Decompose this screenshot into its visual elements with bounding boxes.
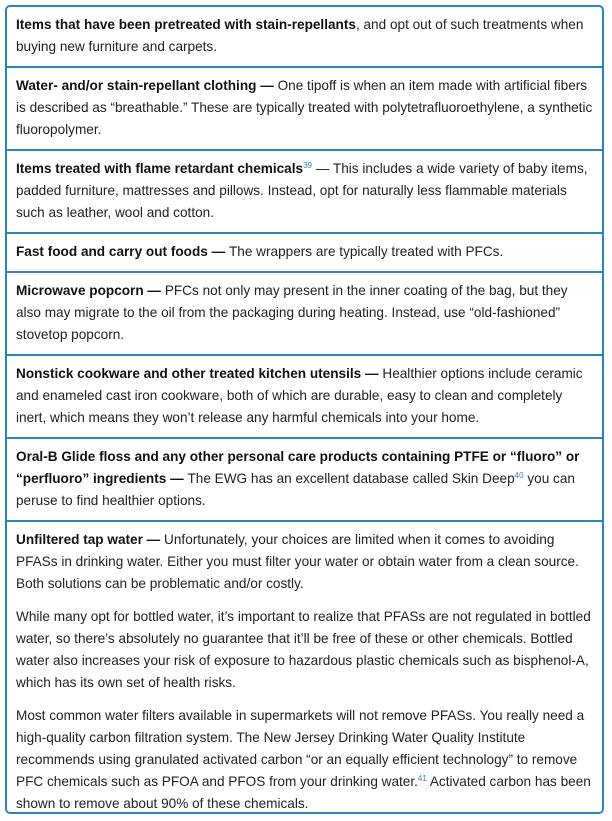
tip-stain-repellant-items <box>7 7 602 68</box>
tip-text: The wrappers are typically treated with PFCs. <box>228 244 504 259</box>
citation-link[interactable]: 41 <box>417 774 427 783</box>
tip-title: Microwave popcorn — <box>16 283 165 298</box>
tip-title: Nonstick cookware and other treated kitchen utensils — <box>16 366 383 381</box>
tip-text: One tipoff is when an item made with artificial fibers is described as “breathable.” These are typically treated with polytetrafluoroethylene, a synthetic fluoropolymer. <box>16 78 593 137</box>
tip-clothing <box>7 68 602 151</box>
tip-title: Items treated with flame retardant chemicals <box>16 161 304 176</box>
paragraph: While many opt for bottled water, it’s important to realize that PFASs are not regulated in bottled water, so there’s absolutely no guarantee that it’ll be free of these or other chemicals. Bottled water also increases your risk of exposure to hazardous plastic chemicals such as bisphenol-A, which has its own set of health risks. <box>16 609 591 690</box>
citation-link[interactable]: 40 <box>514 471 524 480</box>
tip-flame-retardant <box>7 151 602 234</box>
paragraph <box>16 705 593 814</box>
tip-text: Most common water filters available in supermarkets will not remove PFASs. You really need a high-quality carbon filtration system. The New Jersey Drinking Water Quality Institute recommends using granulated activated carbon “or an equally efficient technology” to remove PFC chemicals such as PFOA and PFOS from your drinking water. <box>16 708 585 789</box>
tip-floss <box>7 439 602 522</box>
tip-title: Water- and/or stain-repellant clothing — <box>16 78 278 93</box>
tip-text: , and opt out of such treatments when buying new furniture and carpets. <box>16 17 584 54</box>
tip-text: PFCs not only may present in the inner coating of the bag, but they also may migrate to the oil from the packaging during heating. Instead, use “old-fashioned” stovetop popcorn. <box>16 283 568 342</box>
tip-text: Unfortunately, your choices are limited when it comes to avoiding PFASs in drinking water. Either you must filter your water or obtain water from a clean source. Both solutions can be problematic and/or costly. <box>16 532 579 591</box>
tip-popcorn <box>7 273 602 356</box>
tip-cookware <box>7 356 602 439</box>
tip-tap-water <box>7 522 602 814</box>
tip-text: you can peruse to find healthier options. <box>16 471 575 508</box>
tip-fast-food <box>7 234 602 273</box>
tip-text: — This includes a wide variety of baby items, padded furniture, mattresses and pillows. Instead, opt for naturally less flammable materials such as leather, wool and cotton. <box>16 161 588 220</box>
paragraph <box>16 529 593 595</box>
tip-title: Unfiltered tap water — <box>16 532 165 547</box>
tips-table <box>5 5 604 814</box>
tip-title: Fast food and carry out foods — <box>16 244 229 259</box>
citation-link[interactable]: 39 <box>303 161 312 170</box>
tip-title: Oral-B Glide floss and any other personal care products containing PTFE or “fluoro” or “perfluoro” ingredients — <box>16 449 580 486</box>
tip-text: Healthier options include ceramic and enameled cast iron cookware, both of which are durable, easy to clean and completely inert, which means they won’t release any harmful chemicals into your home. <box>16 366 583 425</box>
tip-title: Items that have been pretreated with stain-repellants <box>16 17 356 32</box>
tip-text: Activated carbon has been shown to remove about 90% of these chemicals. <box>16 774 591 811</box>
tip-text: The EWG has an excellent database called Skin Deep <box>187 471 515 486</box>
